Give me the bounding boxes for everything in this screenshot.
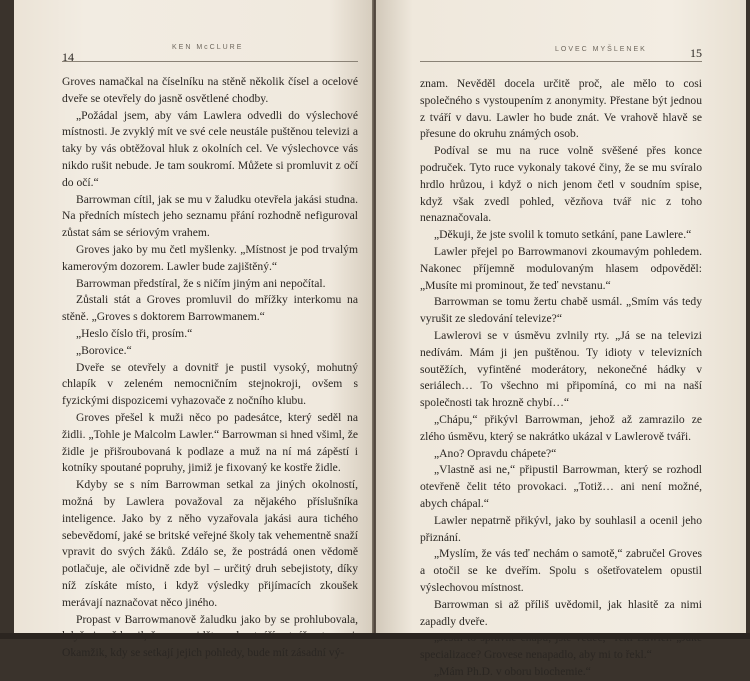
right-running-head: LOVEC MYŠLENEK bbox=[555, 46, 647, 53]
right-paragraph: Lawlerovi se v úsměvu zvlnily rty. „Já se na televizi nedívám. Mám ji jen puštěnou. Ty idioty v televizních soutěžích, vyfintěné moderátory, nekonečné hádky v seriálech… To všechno mi připomíná, co mi na naší společnosti tak hrozně chybí…“ bbox=[420, 328, 702, 410]
left-page bbox=[14, 0, 372, 660]
right-paragraph: Lawler nepatrně přikývl, jako by souhlasil a ocenil jeho přiznání. bbox=[420, 513, 702, 544]
right-page bbox=[376, 0, 746, 678]
right-paragraph: „Mám Ph.D. v oboru biochemie.“ bbox=[434, 664, 591, 678]
right-paragraph: „Myslím, že vás teď nechám o samotě,“ zabručel Groves a otočil se ke dveřím. Spolu s ošetřovatelem opustil výslechovou místnost. bbox=[420, 547, 702, 594]
right-paragraph: „Chápu,“ přikývl Barrowman, jehož až zamrazilo ze zlého úsměvu, který se nakrátko ukázal v Lawlerově tváři. bbox=[420, 412, 702, 443]
right-page-text bbox=[420, 76, 702, 681]
left-page-header bbox=[62, 44, 358, 62]
right-page-number: 15 bbox=[690, 46, 702, 60]
right-paragraph: Barrowman si až příliš uvědomil, jak hlasitě za nimi zapadly dveře. bbox=[420, 597, 702, 628]
right-paragraph: „Vlastně asi ne,“ připustil Barrowman, který se rozhodl otevřeně čelit této provokaci. „Totiž… ani není možné, abych chápal.“ bbox=[420, 463, 702, 510]
left-paragraph: „Požádal jsem, aby vám Lawlera odvedli do výslechové místnosti. Je zvyklý mít ve své cele neustále puštěnou televizi a taky by vás obtěžoval hluk z okolních cel. Ve výslechovce vás nikdo rušit nebude. Je tam soukromí. Můžete si promluvit z očí do očí.“ bbox=[62, 108, 358, 189]
scan-bottom-edge bbox=[0, 633, 750, 639]
right-page-header bbox=[420, 44, 702, 62]
left-running-head: KEN McCLURE bbox=[172, 44, 244, 51]
left-paragraph: Groves jako by mu četl myšlenky. „Místnost je pod trvalým kamerovým dozorem. Lawler bude zajištěný.“ bbox=[62, 242, 358, 273]
left-page-number: 14 bbox=[62, 50, 74, 64]
left-paragraph: Groves namačkal na číselníku na stěně několik čísel a ocelové dveře se otevřely do jasně osvětlené chodby. bbox=[62, 75, 358, 105]
left-paragraph: Barrowman cítil, jak se mu v žaludku otevřela jakási studna. Na předních místech jeho seznamu přání rozhodně nefiguroval zůstat sám se sériovým vrahem. bbox=[62, 192, 358, 240]
left-paragraph: „Borovice.“ bbox=[76, 343, 132, 357]
left-paragraph: Propast v Barrowmanově žaludku jako by se prohlubovala, Okamžik, kdy se setkají jejich pohledy, bude mít zásadní vý- bbox=[62, 612, 358, 660]
left-paragraph: Kdyby se s ním Barrowman setkal za jiných okolností, možná by Lawlera považoval za nějakého příslušníka inteligence. Jako by z něho vyzařovala jakási aura tichého sebevědomí, jaké se britské veřejné školy tak vehementně snaží vpravit do svých žáků. Zdálo se, že postrádá onen vědomě potlačuje, ale očividně zde byl – určitý druh sebejistoty, díky níž získáte místo, i když výsledky přijímacích zkoušek merávají naznačovat něco jiného. bbox=[62, 478, 358, 609]
left-paragraph: Zůstali stát a Groves promluvil do mřížky interkomu na stěně. „Groves s doktorem Barrowmanem.“ bbox=[62, 293, 358, 324]
right-paragraph: Barrowman se tomu žertu chabě usmál. „Smím vás tedy vyrušit ze sledování televize?“ bbox=[420, 295, 702, 326]
right-paragraph: „Děkuji, že jste svolil k tomuto setkání, pane Lawlere.“ bbox=[434, 228, 692, 242]
right-paragraph: znam. Nevěděl docela určitě proč, ale mělo to cosi společného s vystoupením z anonymity. Přestane být jednou z tváří v davu. Lawler ho bude znát. Ve vrahově hlavě se přesune do okruhu známých osob. bbox=[420, 77, 702, 141]
left-page-text bbox=[62, 74, 358, 662]
left-paragraph: Barrowman předstíral, že s ničím jiným ani nepočítal. bbox=[76, 276, 326, 290]
left-paragraph: Groves přešel k muži něco po padesátce, který seděl na židli. „Tohle je Malcolm Lawler.“ Barrowman si hned všiml, že židle je přišroubovaná k podlaze a muž na ní má zápěstí i kotníky spoutané popruhy, jimiž je fixovaný ke kostře židle. bbox=[62, 410, 358, 475]
right-paragraph: Lawler přejel po Barrowmanovi zkoumavým pohledem. Nakonec příjemně modulovaným hlasem odpověděl: „Musíte mi prominout, že teď nevstanu.“ bbox=[420, 244, 702, 292]
right-paragraph: Podíval se mu na ruce volně svěšené přes konce područek. Tyto ruce vykonaly takové činy, že se mu svíralo hrdlo hrůzou, i když o nich jenom četl v soudním spise, když však zvedl pohled, vězňova tvář nic z toho nenaznačovala. bbox=[420, 144, 702, 225]
right-paragraph: „Ano? Opravdu chápete?“ bbox=[434, 446, 557, 460]
left-header-rule bbox=[62, 61, 358, 62]
left-paragraph: Dveře se otevřely a dovnitř je pustil vysoký, mohutný chlapík v zeleném nemocničním stejnokroji, ovšem s fyzickými dispozicemi vyhazovače z nočního klubu. bbox=[62, 360, 358, 408]
right-paragraph: specializace? Grovese nenapadlo, aby mi to řekl.“ bbox=[420, 648, 652, 662]
right-header-rule bbox=[420, 61, 702, 62]
left-paragraph: „Heslo číslo tři, prosím.“ bbox=[76, 326, 193, 340]
